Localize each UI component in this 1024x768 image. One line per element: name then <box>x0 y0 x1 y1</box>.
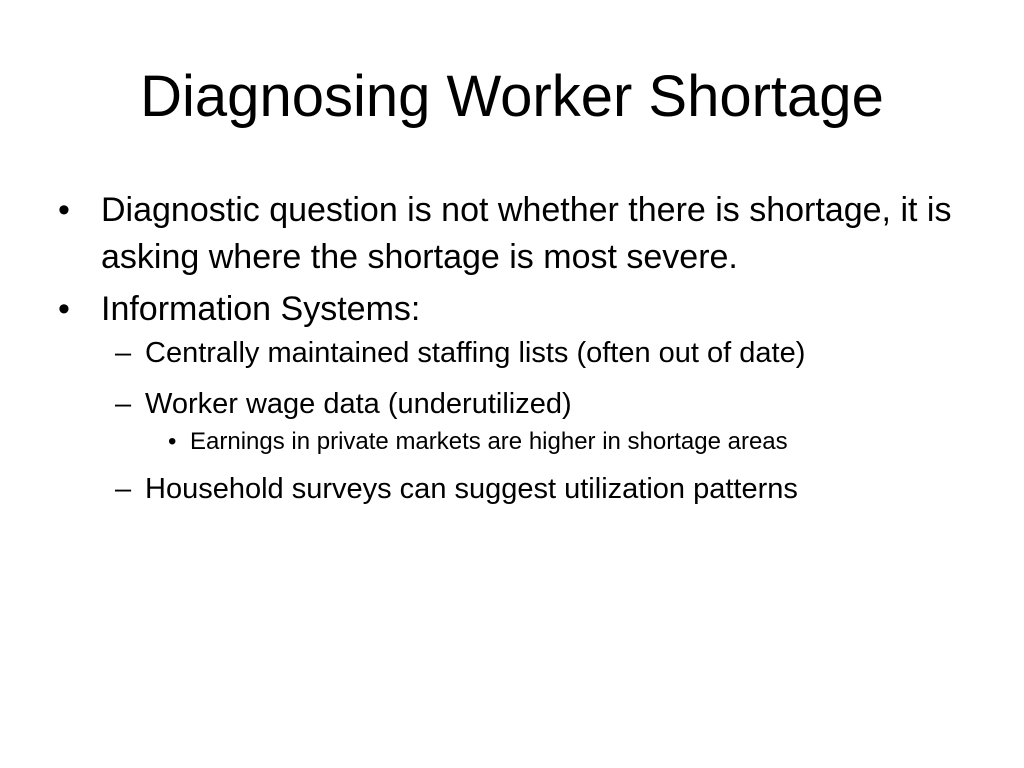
sub-bullet-text: Centrally maintained staffing lists (often out of date) <box>145 337 806 369</box>
dash-marker: – <box>115 337 132 369</box>
sub-bullet-item <box>0 384 1024 425</box>
sub-bullet-item <box>0 469 1024 510</box>
slide-title: Diagnosing Worker Shortage <box>140 64 884 129</box>
sub-bullet-text: Household surveys can suggest utilization patterns <box>145 473 798 505</box>
bullet-marker: • <box>168 428 177 455</box>
bullet-item <box>0 187 1024 281</box>
dash-marker: – <box>115 388 132 420</box>
bullet-marker: • <box>58 191 70 229</box>
sub-bullet-text: Worker wage data (underutilized) <box>145 388 572 420</box>
sub-sub-bullet-item <box>0 425 1024 459</box>
slide-body <box>0 187 1024 510</box>
sub-sub-bullet-text: Earnings in private markets are higher in shortage areas <box>190 428 788 455</box>
sub-bullet-item <box>0 333 1024 374</box>
bullet-marker: • <box>58 290 70 328</box>
bullet-text: Diagnostic question is not whether there is shortage, it is asking where the shortage is most severe. <box>101 191 952 276</box>
dash-marker: – <box>115 473 132 505</box>
bullet-text: Information Systems: <box>101 290 421 328</box>
bullet-item <box>0 286 1024 333</box>
